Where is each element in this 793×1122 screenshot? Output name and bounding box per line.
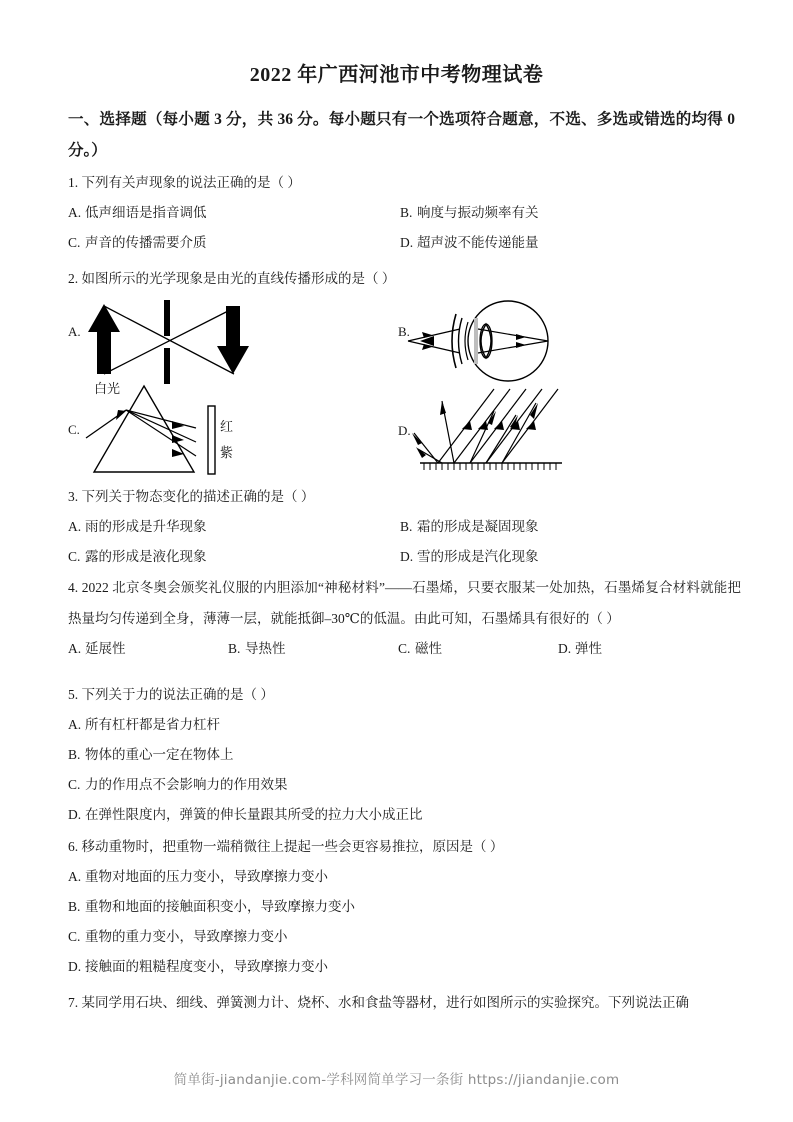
question-7 [68,988,741,1018]
option-label: D. [558,641,572,656]
question-4-options [68,634,741,666]
question-3-option-d[interactable] [400,542,539,572]
question-2-text: 如图所示的光学现象是由光的直线传播形成的是（ ） [81,271,396,286]
option-label: C. [68,235,81,250]
question-5-option-b[interactable] [68,740,741,770]
question-1-number: 1. [68,175,79,190]
option-text: 重物和地面的接触面积变小，导致摩擦力变小 [85,899,355,914]
option-text: 响度与振动频率有关 [417,205,539,220]
page-title: 2022 年广西河池市中考物理试卷 [249,64,544,86]
option-label: B. [400,205,413,220]
question-2-option-b[interactable] [398,296,578,386]
question-1-text: 下列有关声现象的说法正确的是（ ） [81,175,301,190]
question-3 [68,482,741,572]
question-1-option-d[interactable] [400,228,539,258]
question-6-option-a[interactable] [68,862,741,892]
question-5-stem [68,680,741,710]
question-2-option-a[interactable] [68,296,268,386]
question-1-options [68,198,741,258]
option-text: 低声细语是指音调低 [85,205,207,220]
option-text: 所有杠杆都是省力杠杆 [85,717,220,732]
option-label: D. [68,959,82,974]
figure-option-label-d: D. [398,423,411,438]
question-4-option-c[interactable] [398,634,442,664]
option-text: 延展性 [85,641,126,656]
option-text: 露的形成是液化现象 [85,549,207,564]
option-label: C. [68,929,81,944]
question-3-text: 下列关于物态变化的描述正确的是（ ） [81,489,315,504]
option-text: 在弹性限度内，弹簧的伸长量跟其所受的拉力大小成正比 [85,807,423,822]
question-5-number: 5. [68,687,79,702]
option-label: B. [228,641,241,656]
option-text: 雨的形成是升华现象 [85,519,207,534]
option-text: 磁性 [415,641,442,656]
question-3-number: 3. [68,489,79,504]
question-1-option-c[interactable] [68,228,207,258]
eye-lens-figure [398,296,578,386]
question-7-stem [68,988,741,1018]
question-4-option-a[interactable] [68,634,126,664]
question-3-option-a[interactable] [68,512,207,542]
question-2-stem [68,264,741,294]
option-text: 重物的重力变小，导致摩擦力变小 [85,929,288,944]
option-text: 接触面的粗糙程度变小，导致摩擦力变小 [85,959,328,974]
question-3-stem [68,482,741,512]
question-5-text: 下列关于力的说法正确的是（ ） [81,687,274,702]
question-2-option-c[interactable] [68,380,268,480]
option-label: A. [68,519,82,534]
question-6-text: 移动重物时，把重物一端稍微往上提起一些会更容易推拉，原因是（ ） [81,839,504,854]
question-5 [68,680,741,830]
question-3-option-c[interactable] [68,542,207,572]
question-5-option-d[interactable] [68,800,741,830]
option-text: 导热性 [245,641,286,656]
question-4-option-b[interactable] [228,634,286,664]
section-heading: 一、选择题（每小题 3 分，共 36 分。每小题只有一个选项符合题意，不选、多选或错选的均得 0 分。） [68,111,735,159]
pinhole-imaging-figure [68,296,268,386]
question-4-option-d[interactable] [558,634,602,664]
question-1 [68,168,741,258]
question-4-text: 2022 北京冬奥会颁奖礼仪服的内胆添加“神秘材料”——石墨烯，只要衣服某一处加热，石墨烯复合材料就能把热量均匀传递到全身，薄薄一层，就能抵御–30℃的低温。由此可知，石墨烯具有很好的（ ） [68,580,742,626]
question-2 [68,264,741,294]
option-label: D. [400,549,414,564]
option-label: B. [400,519,413,534]
option-text: 声音的传播需要介质 [85,235,207,250]
diffuse-reflection-figure [398,385,578,480]
white-light-label: 白光 [94,381,121,396]
option-text: 重物对地面的压力变小，导致摩擦力变小 [85,869,328,884]
option-label: B. [68,747,81,762]
option-text: 霜的形成是凝固现象 [417,519,539,534]
question-1-stem [68,168,741,198]
question-4-stem [68,572,741,634]
question-5-option-c[interactable] [68,770,741,800]
figure-option-label-b: B. [398,324,410,339]
violet-light-label: 紫 [220,445,234,460]
red-light-label: 红 [220,419,234,434]
question-6 [68,832,741,982]
option-label: A. [68,717,82,732]
option-label: B. [68,899,81,914]
question-1-option-b[interactable] [400,198,539,228]
question-6-stem [68,832,741,862]
question-6-number: 6. [68,839,79,854]
question-2-option-d[interactable] [398,385,578,480]
question-3-option-b[interactable] [400,512,539,542]
option-label: C. [398,641,411,656]
question-1-option-a[interactable] [68,198,207,228]
figure-option-label-c: C. [68,422,80,437]
option-label: A. [68,641,82,656]
question-6-option-c[interactable] [68,922,741,952]
footer-watermark: 简单街-jiandanjie.com-学科网简单学习一条街 https://jiandanjie.com [173,1072,620,1088]
option-label: D. [68,807,82,822]
figure-option-label-a: A. [68,324,81,339]
option-text: 力的作用点不会影响力的作用效果 [85,777,288,792]
question-5-options [68,710,741,830]
option-label: A. [68,205,82,220]
question-4 [68,572,741,666]
question-4-number: 4. [68,580,79,595]
question-7-number: 7. [68,995,79,1010]
option-label: D. [400,235,414,250]
option-text: 弹性 [575,641,602,656]
question-5-option-a[interactable] [68,710,741,740]
option-text: 雪的形成是汽化现象 [417,549,539,564]
question-7-text: 某同学用石块、细线、弹簧测力计、烧杯、水和食盐等器材，进行如图所示的实验探究。下列说法正确 [81,995,689,1010]
option-label: A. [68,869,82,884]
question-2-number: 2. [68,271,79,286]
option-label: C. [68,549,81,564]
question-6-option-b[interactable] [68,892,741,922]
option-text: 超声波不能传递能量 [417,235,539,250]
question-6-options [68,862,741,982]
option-label: C. [68,777,81,792]
option-text: 物体的重心一定在物体上 [85,747,234,762]
question-6-option-d[interactable] [68,952,741,982]
question-3-options [68,512,741,572]
